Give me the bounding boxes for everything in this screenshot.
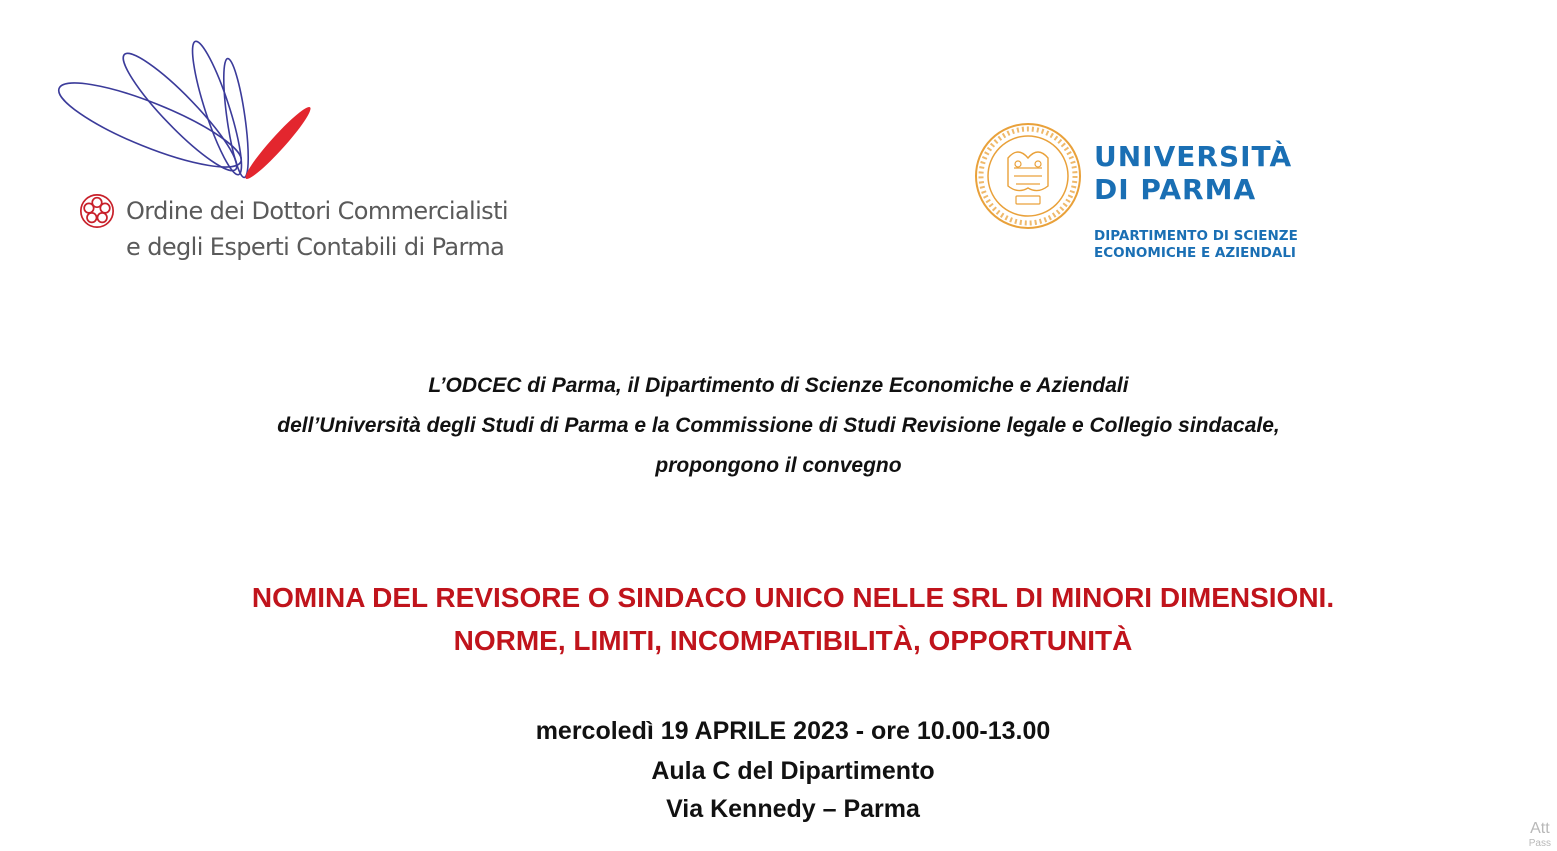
unipr-department-line2: ECONOMICHE E AZIENDALI <box>1094 245 1296 261</box>
event-venue: Aula C del Dipartimento <box>651 757 935 785</box>
corner-overlay-line1: Att <box>1530 820 1550 837</box>
odcec-name-line1: Ordine dei Dottori Commercialisti <box>126 197 508 225</box>
event-details <box>0 710 1557 828</box>
odcec-emblem-icon <box>78 192 116 230</box>
unipr-name-line2: DI PARMA <box>1094 173 1257 206</box>
unipr-logo <box>972 120 1302 270</box>
intro-line-2: dell’Università degli Studi di Parma e la Commissione di Studi Revisione legale e Collegio sindacale, <box>277 414 1280 437</box>
event-address: Via Kennedy – Parma <box>666 795 920 823</box>
intro-paragraph <box>0 366 1557 486</box>
event-title-line2: NORME, LIMITI, INCOMPATIBILITÀ, OPPORTUNITÀ <box>453 625 1133 656</box>
odcec-petals-icon <box>30 30 330 200</box>
unipr-department-line1: DIPARTIMENTO DI SCIENZE <box>1094 228 1298 244</box>
unipr-name-line1: UNIVERSITÀ <box>1094 140 1293 173</box>
event-date-time: mercoledì 19 APRILE 2023 - ore 10.00-13.00 <box>535 717 1051 745</box>
unipr-seal-icon <box>972 120 1084 232</box>
corner-overlay-line2: Pass <box>1528 838 1551 849</box>
intro-line-1: L’ODCEC di Parma, il Dipartimento di Scienze Economiche e Aziendali <box>428 374 1129 397</box>
intro-line-3: propongono il convegno <box>655 454 902 477</box>
corner-overlay <box>1529 820 1551 849</box>
odcec-logo <box>30 30 550 270</box>
unipr-department <box>1094 228 1298 262</box>
event-title-line1: NOMINA DEL REVISORE O SINDACO UNICO NELLE SRL DI MINORI DIMENSIONI. <box>251 582 1335 613</box>
unipr-name <box>1094 140 1292 206</box>
event-title <box>0 576 1557 662</box>
odcec-name <box>126 193 508 265</box>
odcec-name-line2: e degli Esperti Contabili di Parma <box>126 233 505 261</box>
